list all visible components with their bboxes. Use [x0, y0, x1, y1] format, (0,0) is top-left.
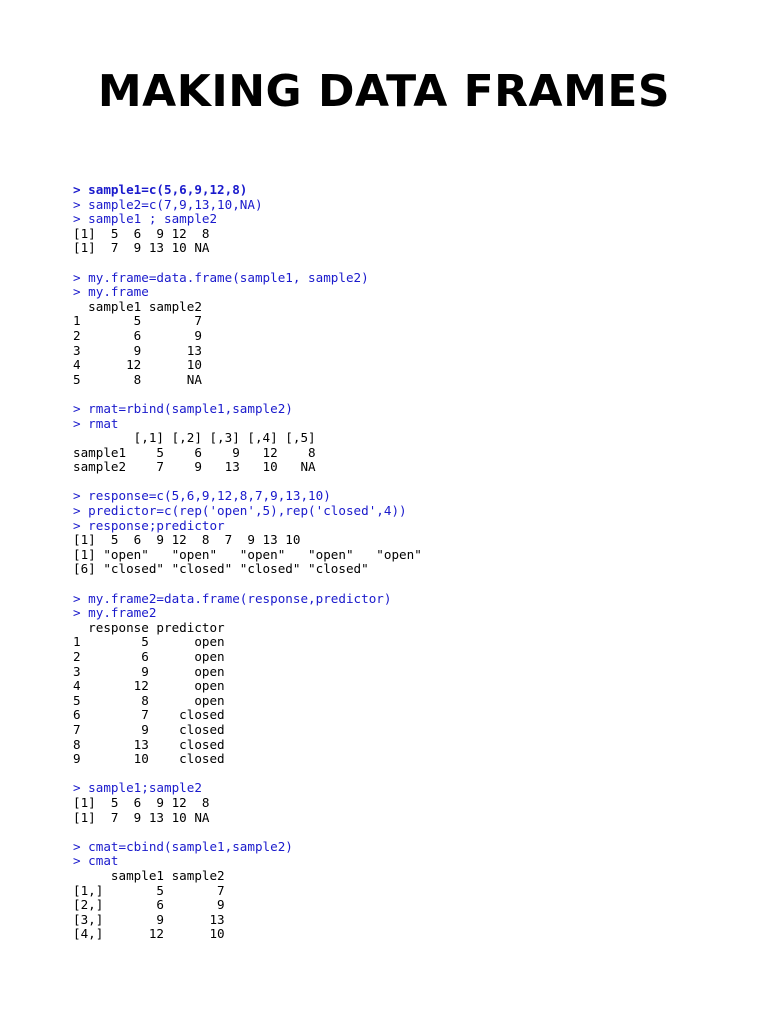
output-line: [3,] 9 13	[73, 911, 225, 927]
output-line: [1] 5 6 9 12 8 7 9 13 10	[73, 532, 301, 548]
command-line: > predictor=c(rep('open',5),rep('closed',4))	[73, 503, 407, 519]
page-title: MAKING DATA FRAMES	[97, 66, 671, 117]
output-line: sample1 sample2	[73, 298, 202, 314]
command-line: > cmat=cbind(sample1,sample2)	[73, 838, 293, 854]
command-line: > cmat	[73, 853, 119, 869]
output-line: sample1 sample2	[73, 867, 225, 883]
output-line: [1] 5 6 9 12 8	[73, 794, 210, 810]
output-line: 3 9 13	[73, 342, 202, 358]
output-line: 8 13 closed	[73, 736, 225, 752]
command-line: > my.frame	[73, 284, 149, 300]
output-line: [6] "closed" "closed" "closed" "closed"	[73, 561, 369, 577]
output-line: 3 9 open	[73, 663, 225, 679]
output-line: 2 6 open	[73, 649, 225, 664]
output-line: 1 5 7	[73, 313, 202, 329]
output-line: response predictor	[73, 619, 225, 635]
output-line: 5 8 NA	[73, 371, 202, 387]
output-line: 5 8 open	[73, 692, 225, 708]
output-line: 2 6 9	[73, 327, 202, 343]
command-line: > sample2=c(7,9,13,10,NA)	[73, 196, 263, 212]
command-line: > sample1;sample2	[73, 780, 202, 796]
output-line: 1 5 open	[73, 634, 225, 650]
output-line: [1] 5 6 9 12 8	[73, 225, 210, 241]
command-line: > my.frame2	[73, 605, 157, 621]
output-line: 4 12 open	[73, 678, 225, 694]
output-line: [1,] 5 7	[73, 882, 225, 898]
output-line: 7 9 closed	[73, 721, 225, 737]
output-line: [1] "open" "open" "open" "open" "open"	[73, 546, 422, 562]
blank-line	[73, 387, 422, 402]
output-line: 9 10 closed	[73, 751, 225, 767]
blank-line	[73, 475, 422, 490]
output-line: [1] 7 9 13 10 NA	[73, 240, 210, 256]
r-console-transcript	[73, 183, 422, 942]
command-line: > my.frame=data.frame(sample1, sample2)	[73, 269, 369, 285]
command-line: > rmat=rbind(sample1,sample2)	[73, 400, 293, 416]
blank-line	[73, 577, 422, 592]
output-line: [,1] [,2] [,3] [,4] [,5]	[73, 430, 316, 446]
output-line: 6 7 closed	[73, 707, 225, 723]
command-line: > response=c(5,6,9,12,8,7,9,13,10)	[73, 488, 331, 504]
blank-line	[73, 256, 422, 271]
blank-line	[73, 825, 422, 840]
output-line: sample2 7 9 13 10 NA	[73, 459, 316, 475]
command-line: > my.frame2=data.frame(response,predictor)	[73, 590, 392, 606]
command-line: > response;predictor	[73, 517, 225, 533]
output-line: [4,] 12 10	[73, 926, 225, 942]
output-line: sample1 5 6 9 12 8	[73, 444, 316, 460]
command-line: > rmat	[73, 415, 119, 431]
command-line: > sample1 ; sample2	[73, 211, 218, 227]
command-line: > sample1=c(5,6,9,12,8)	[73, 182, 248, 197]
output-line: [1] 7 9 13 10 NA	[73, 809, 210, 825]
output-line: 4 12 10	[73, 357, 202, 373]
output-line: [2,] 6 9	[73, 897, 225, 913]
blank-line	[73, 767, 422, 782]
